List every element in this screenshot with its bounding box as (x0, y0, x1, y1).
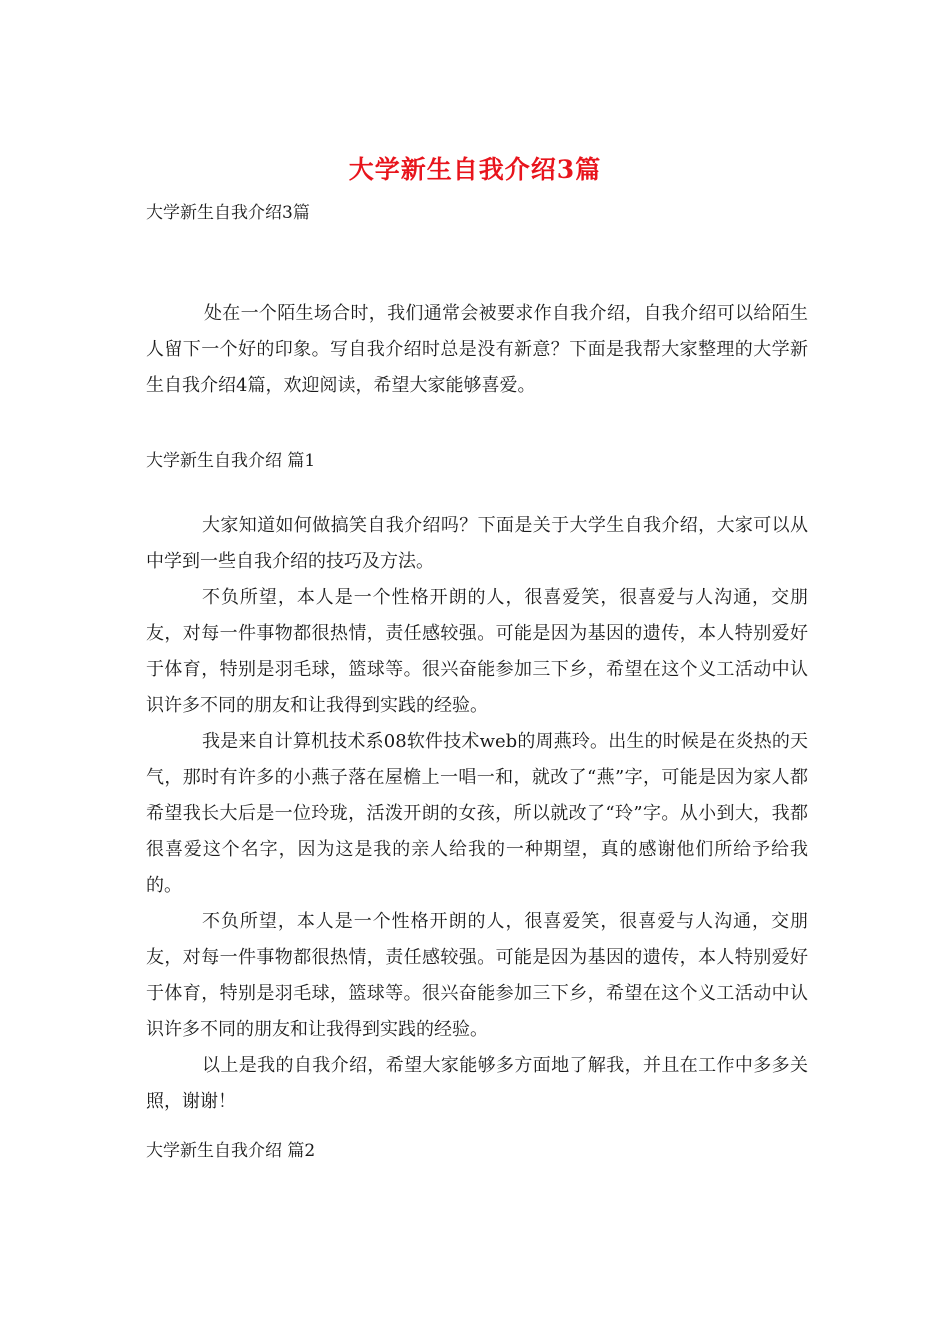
section-1-paragraph: 以上是我的自我介绍，希望大家能够多方面地了解我，并且在工作中多多关照，谢谢！ (146, 1055, 808, 1112)
section-1-paragraph: 我是来自计算机技术系08软件技术web的周燕玲。出生的时候是在炎热的天气，那时有许多的小燕子落在屋檐上一唱一和，就改了“燕”字，可能是因为家人都希望我长大后是一位玲珑，活泼开朗的女孩，所以就改了“玲”字。从小到大，我都很喜爱这个名字，因为这是我的亲人给我的一种期望，真的感谢他们所给予给我的。 (146, 731, 808, 896)
section-1-paragraph: 不负所望，本人是一个性格开朗的人，很喜爱笑，很喜爱与人沟通，交朋友，对每一件事物都很热情，责任感较强。可能是因为基因的遗传，本人特别爱好于体育，特别是羽毛球，篮球等。很兴奋能参加三下乡，希望在这个义工活动中认识许多不同的朋友和让我得到实践的经验。 (146, 587, 808, 716)
section-1-paragraph: 不负所望，本人是一个性格开朗的人，很喜爱笑，很喜爱与人沟通，交朋友，对每一件事物都很热情，责任感较强。可能是因为基因的遗传，本人特别爱好于体育，特别是羽毛球，篮球等。很兴奋能参加三下乡，希望在这个义工活动中认识许多不同的朋友和让我得到实践的经验。 (146, 911, 808, 1040)
document-subtitle: 大学新生自我介绍3篇 (146, 203, 310, 223)
section-1-body (146, 508, 808, 1120)
intro-paragraph: 处在一个陌生场合时，我们通常会被要求作自我介绍，自我介绍可以给陌生人留下一个好的印象。写自我介绍时总是没有新意？下面是我帮大家整理的大学新生自我介绍4篇，欢迎阅读，希望大家能够喜爱。 (146, 303, 808, 396)
document-title: 大学新生自我介绍3篇 (348, 155, 602, 184)
intro-block (146, 296, 808, 404)
section-1-paragraph: 大家知道如何做搞笑自我介绍吗？下面是关于大学生自我介绍，大家可以从中学到一些自我介绍的技巧及方法。 (146, 515, 808, 572)
section-2-heading: 大学新生自我介绍 篇2 (146, 1141, 316, 1161)
section-1-heading: 大学新生自我介绍 篇1 (146, 451, 316, 471)
